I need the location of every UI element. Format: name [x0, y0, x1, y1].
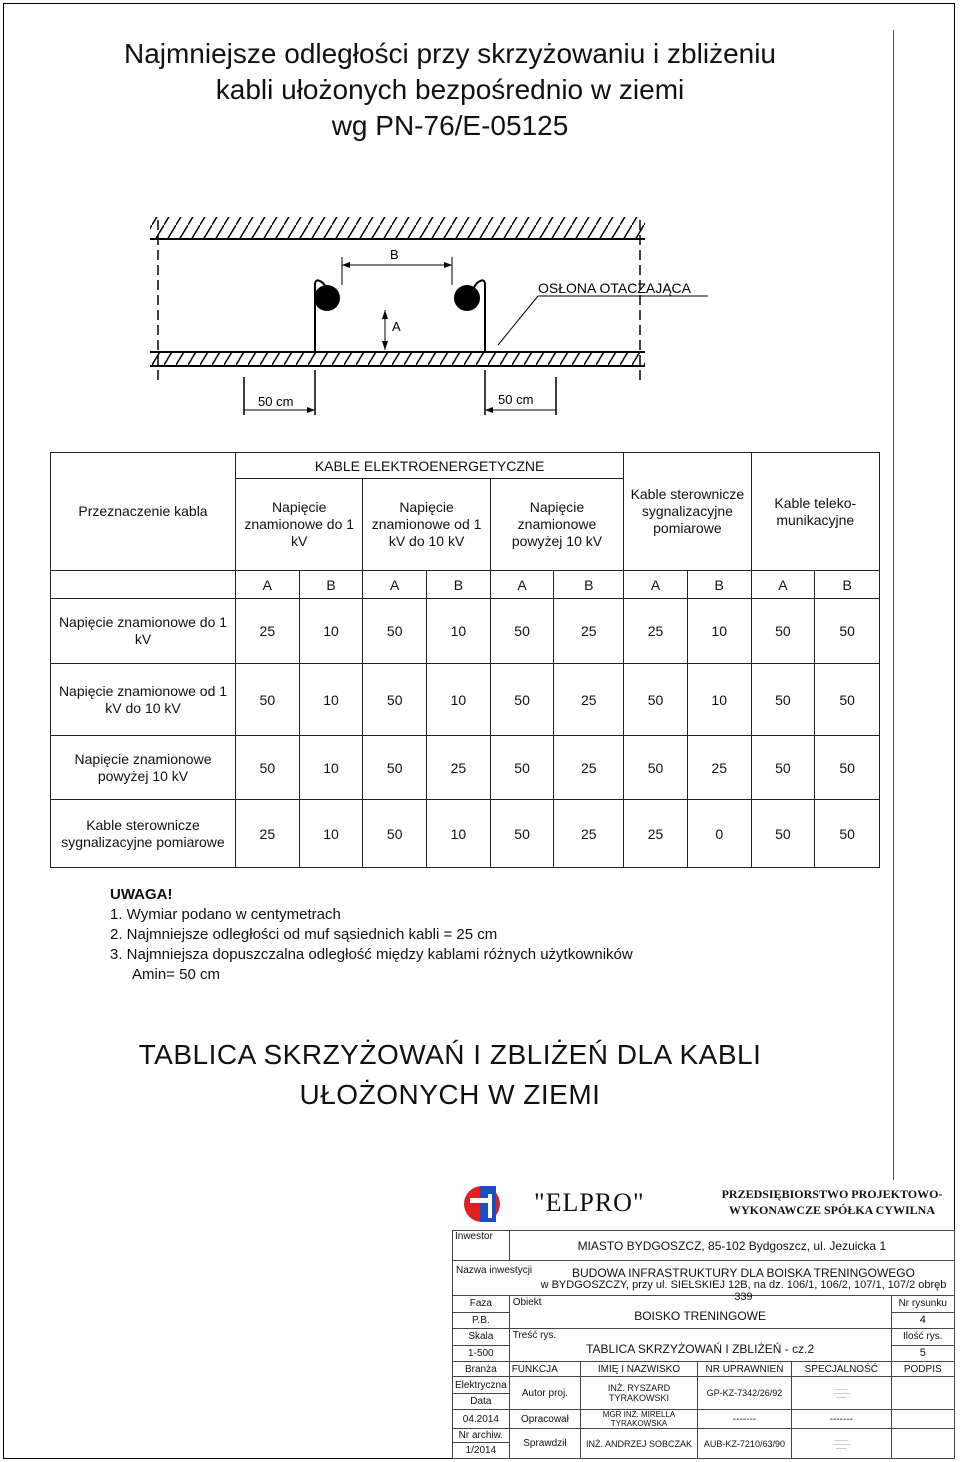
corner-header: Przeznaczenie kabla	[51, 453, 236, 571]
sheets-label: Ilość rys.	[891, 1329, 954, 1346]
col-head-2: Napięcie znamionowe od 1 kV do 10 kV	[363, 479, 490, 571]
value-cell: 10	[427, 664, 491, 736]
value-cell: 25	[624, 800, 688, 868]
value-cell: 50	[236, 664, 300, 736]
scale-value: 1-500	[453, 1345, 510, 1362]
scale-label: Skala	[453, 1329, 510, 1346]
page-title	[100, 36, 800, 144]
notes-heading: UWAGA!	[110, 886, 173, 903]
title-block-grid	[452, 1230, 955, 1459]
header-specialty: SPECJALNOŚĆ	[792, 1362, 891, 1377]
drawing-no-label: Nr rysunku	[891, 1296, 954, 1313]
branch-value: Elektryczna	[453, 1377, 510, 1394]
value-cell: 50	[490, 599, 554, 664]
subhead-blank	[51, 571, 236, 599]
title-block	[452, 1180, 955, 1459]
top-hatch	[150, 217, 645, 239]
investor-value: MIASTO BYDGOSZCZ, 85-102 Bydgoszcz, ul. Jezuicka 1	[509, 1231, 954, 1261]
value-cell: 50	[363, 664, 427, 736]
branch-label: Branża	[453, 1362, 510, 1377]
value-cell: 50	[815, 800, 880, 868]
person-license: GP-KZ-7342/26/92	[697, 1377, 791, 1410]
title-line-2: kabli ułożonych bezpośrednio w ziemi	[215, 74, 685, 105]
value-cell: 50	[624, 664, 688, 736]
value-cell: 25	[427, 736, 491, 800]
value-cell: 10	[299, 664, 363, 736]
cable-crossing-diagram	[140, 205, 691, 420]
subhead-cell: B	[554, 571, 624, 599]
header-license: NR UPRAWNIEŃ	[697, 1362, 791, 1377]
subhead-cell: A	[363, 571, 427, 599]
value-cell: 10	[687, 664, 751, 736]
dim-left-label: 50 cm	[258, 394, 294, 409]
subhead-cell: B	[815, 571, 880, 599]
value-cell: 50	[815, 599, 880, 664]
value-cell: 10	[427, 800, 491, 868]
value-cell: 50	[751, 599, 815, 664]
note-item: 2. Najmniejsze odległości od muf sąsiednich kabli = 25 cm	[110, 926, 498, 943]
value-cell: 10	[687, 599, 751, 664]
note-item: 1. Wymiar podano w centymetrach	[110, 906, 341, 923]
header-name: IMIĘ I NAZWISKO	[581, 1362, 698, 1377]
note-item: Amin= 50 cm	[132, 966, 220, 983]
value-cell: 50	[624, 736, 688, 800]
signature-cell	[891, 1377, 954, 1410]
signature-cell	[891, 1410, 954, 1429]
value-cell: 50	[815, 664, 880, 736]
value-cell: 50	[236, 736, 300, 800]
sheets-value: 5	[891, 1345, 954, 1362]
notes-block	[110, 885, 633, 985]
drawing-no-value: 4	[891, 1312, 954, 1329]
subhead-cell: B	[687, 571, 751, 599]
value-cell: 25	[236, 599, 300, 664]
value-cell: 50	[751, 800, 815, 868]
license-stamp: ────── ──────── ─────	[792, 1377, 891, 1410]
col-head-1: Napięcie znamionowe do 1 kV	[236, 479, 363, 571]
value-cell: 10	[427, 599, 491, 664]
dim-b-label: B	[390, 247, 399, 262]
cover-label: OSŁONA OTACZAJĄCA	[538, 280, 691, 296]
col-head-5: Kable sterownicze sygnalizacyjne pomiarowe	[624, 453, 751, 571]
object-value: BOISKO TRENINGOWE	[634, 1309, 766, 1323]
value-cell: 50	[490, 800, 554, 868]
signature-cell	[891, 1429, 954, 1459]
row-label: Napięcie znamionowe od 1 kV do 10 kV	[51, 664, 236, 736]
value-cell: 50	[490, 664, 554, 736]
investor-label: Inwestor	[453, 1231, 510, 1261]
header-function: FUNKCJA	[509, 1362, 581, 1377]
cable-right	[454, 285, 480, 311]
object-label: Obiekt	[512, 1297, 542, 1308]
company-description	[712, 1186, 952, 1218]
value-cell: 25	[687, 736, 751, 800]
table-row	[51, 664, 880, 736]
row-label: Napięcie znamionowe do 1 kV	[51, 599, 236, 664]
value-cell: 10	[299, 599, 363, 664]
value-cell: 10	[299, 800, 363, 868]
table-row	[51, 599, 880, 664]
person-name: INŻ. RYSZARD TYRAKOWSKI	[581, 1377, 698, 1410]
archive-label: Nr archiw.	[453, 1429, 510, 1443]
group-header: KABLE ELEKTROENERGETYCZNE	[236, 453, 624, 479]
person-name: MGR INŻ. MIRELLA TYRAKOWSKA	[581, 1410, 698, 1429]
title-line-3: wg PN-76/E-05125	[331, 110, 569, 141]
cover-leader	[498, 296, 538, 345]
content-label: Treść rys.	[512, 1330, 557, 1341]
value-cell: 50	[751, 664, 815, 736]
person-license: -------	[697, 1410, 791, 1429]
value-cell: 50	[363, 599, 427, 664]
distance-table	[50, 452, 880, 868]
col-head-6: Kable teleko- munikacyjne	[751, 453, 879, 571]
company-line-2: WYKONAWCZE SPÓŁKA CYWILNA	[728, 1203, 936, 1217]
drawing-title-line-1: TABLICA SKRZYŻOWAŃ I ZBLIŻEŃ DLA KABLI	[138, 1039, 762, 1070]
date-label: Data	[453, 1394, 510, 1410]
table-row	[51, 736, 880, 800]
archive-value: 1/2014	[453, 1443, 510, 1459]
person-function: Autor proj.	[509, 1377, 581, 1410]
subhead-cell: A	[751, 571, 815, 599]
elpro-logo-icon	[454, 1182, 514, 1226]
value-cell: 50	[363, 800, 427, 868]
content-value: TABLICA SKRZYŻOWAŃ I ZBLIŻEŃ - cz.2	[586, 1342, 815, 1356]
value-cell: 25	[554, 664, 624, 736]
value-cell: 25	[236, 800, 300, 868]
cable-left	[314, 285, 340, 311]
value-cell: 10	[299, 736, 363, 800]
subhead-cell: A	[236, 571, 300, 599]
person-function: Sprawdził	[509, 1429, 581, 1459]
date-value: 04.2014	[453, 1410, 510, 1429]
subhead-cell: A	[490, 571, 554, 599]
value-cell: 25	[554, 736, 624, 800]
phase-value: P.B.	[453, 1312, 510, 1329]
bottom-hatch	[150, 352, 645, 366]
header-signature: PODPIS	[891, 1362, 954, 1377]
row-label: Napięcie znamionowe powyżej 10 kV	[51, 736, 236, 800]
company-line-1: PRZEDSIĘBIORSTWO PROJEKTOWO-	[721, 1187, 943, 1201]
value-cell: 50	[815, 736, 880, 800]
value-cell: 25	[624, 599, 688, 664]
title-line-1: Najmniejsze odległości przy skrzyżowaniu i zbliżeniu	[123, 38, 777, 69]
value-cell: 50	[363, 736, 427, 800]
col-head-3: Napięcie znamionowe powyżej 10 kV	[490, 479, 623, 571]
drawing-title	[100, 1035, 800, 1115]
dim-a-label: A	[392, 319, 401, 334]
person-license: AUB-KZ-7210/63/90	[697, 1429, 791, 1459]
person-specialty: -------	[792, 1410, 891, 1429]
investment-line-1: BUDOWA INFRASTRUKTURY DLA BOISKA TRENINGOWEGO	[572, 1266, 915, 1280]
drawing-title-line-2: UŁOŻONYCH W ZIEMI	[299, 1079, 601, 1110]
value-cell: 50	[751, 736, 815, 800]
value-cell: 0	[687, 800, 751, 868]
subhead-cell: A	[624, 571, 688, 599]
margin-line	[893, 30, 894, 1180]
company-name: "ELPRO"	[534, 1188, 645, 1217]
note-item: 3. Najmniejsza dopuszczalna odległość między kablami różnych użytkowników	[110, 946, 633, 963]
person-function: Opracował	[509, 1410, 581, 1429]
dim-right-label: 50 cm	[498, 392, 534, 407]
subhead-cell: B	[427, 571, 491, 599]
person-name: INŻ. ANDRZEJ SOBCZAK	[581, 1429, 698, 1459]
table-row	[51, 800, 880, 868]
investment-label: Nazwa inwestycji	[456, 1265, 533, 1276]
investment-line-2: w BYDGOSZCZY, przy ul. SIELSKIEJ 12B, na dz. 106/1, 106/2, 107/1, 107/2 obręb 339	[540, 1279, 947, 1303]
phase-label: Faza	[453, 1296, 510, 1313]
row-label: Kable sterownicze sygnalizacyjne pomiarowe	[51, 800, 236, 868]
license-stamp: ────── ──────── ─────	[792, 1429, 891, 1459]
value-cell: 25	[554, 599, 624, 664]
value-cell: 50	[490, 736, 554, 800]
value-cell: 25	[554, 800, 624, 868]
subhead-cell: B	[299, 571, 363, 599]
